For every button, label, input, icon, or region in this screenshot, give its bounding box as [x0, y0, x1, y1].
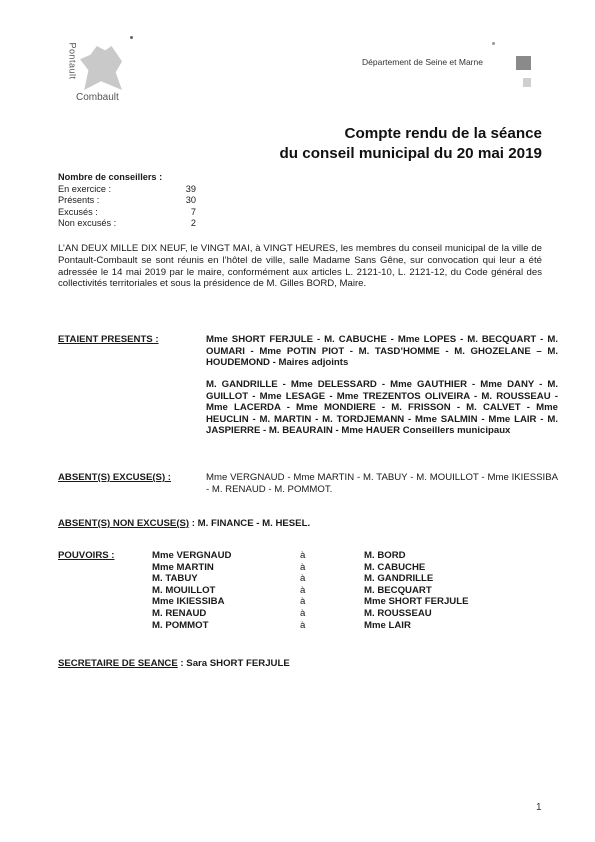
- document-title: [280, 124, 543, 164]
- pouvoir-row: [152, 620, 482, 632]
- pouvoir-row: [152, 573, 482, 585]
- logo-text: Combault: [76, 92, 119, 103]
- page-number: 1: [536, 802, 542, 813]
- pouvoir-to: M. BORD: [364, 550, 406, 561]
- department-square-small-icon: [523, 78, 531, 87]
- intro-paragraph: L’AN DEUX MILLE DIX NEUF, le VINGT MAI, à VINGT HEURES, les membres du conseil municipal de la ville de Pontault-Combault se sont réunis en l’hôtel de ville, salle Madame Sans Gêne, sur convocation qui leur a été adressée le 14 mai 2019 par le maire, conformément aux articles L. 2121-10, L. 2121-12, du Code général des collectivités territoriales et sous la présidence de M. Gilles BORD, Maire.: [58, 243, 542, 290]
- pouvoir-row: [152, 585, 482, 597]
- pouvoir-a: à: [300, 573, 306, 585]
- pouvoir-from: M. RENAUD: [152, 607, 207, 619]
- absents-list: Mme VERGNAUD - Mme MARTIN - M. TABUY - M. MOUILLOT - Mme IKIESSIBA - M. RENAUD - M. POMMOT.: [206, 472, 558, 495]
- pouvoir-to: M. GANDRILLE: [364, 573, 434, 585]
- decorative-dot: [492, 42, 495, 45]
- counts-heading: Nombre de conseillers :: [58, 172, 163, 182]
- pouvoirs-label: POUVOIRS :: [58, 550, 115, 561]
- pouvoir-to: M. ROUSSEAU: [364, 607, 432, 619]
- count-label: En exercice :: [58, 183, 112, 194]
- logo-vertical-text: Pontault: [67, 42, 78, 80]
- non-excuses-label: ABSENT(S) NON EXCUSE(S): [58, 518, 190, 529]
- pouvoir-a: à: [300, 596, 306, 608]
- count-value: 30: [185, 195, 196, 206]
- presents-label: ETAIENT PRESENTS :: [58, 334, 159, 345]
- secretaire-text: : Sara SHORT FERJULE: [177, 658, 290, 669]
- councillor-counts: [58, 172, 196, 230]
- absents-label: ABSENT(S) EXCUSE(S) :: [58, 472, 171, 483]
- count-row: [58, 207, 196, 219]
- pouvoir-to: M. BECQUART: [364, 584, 432, 596]
- non-excuses-text: : M. FINANCE - M. HESEL.: [189, 518, 311, 529]
- count-label: Non excusés :: [58, 218, 117, 229]
- pouvoir-to: M. CABUCHE: [364, 561, 426, 573]
- presents-adjoints: Mme SHORT FERJULE - M. CABUCHE - Mme LOPES - M. BECQUART - M. OUMARI - Mme POTIN PIOT - M. TASD’HOMME - M. GHOZELANE – M. HOUDEMOND - Maires adjoints: [206, 334, 558, 369]
- title-line-1: Compte rendu de la séance: [344, 125, 542, 142]
- presents-conseillers: M. GANDRILLE - Mme DELESSARD - Mme GAUTHIER - Mme DANY - M. GUILLOT - Mme LESAGE - Mme TREZENTOS OLIVEIRA - M. ROUSSEAU - Mme LACERDA - Mme MONDIERE - M. FRISSON - M. CALVET - Mme HEUCLIN - M. MARTIN - M. TORDJEMANN - Mme SALMIN - Mme LAIR - M. JASPIERRE - M. BEAURAIN - Mme HAUER Conseillers municipaux: [206, 379, 558, 437]
- secretaire-line: [58, 658, 290, 669]
- count-value: 7: [190, 206, 196, 217]
- pouvoir-a: à: [300, 561, 306, 573]
- pouvoir-to: Mme LAIR: [364, 619, 411, 631]
- pouvoir-from: M. MOUILLOT: [152, 584, 216, 596]
- logo-emblem-icon: [80, 46, 122, 90]
- department-square-icon: [516, 56, 531, 70]
- count-value: 39: [185, 183, 196, 194]
- decorative-dot: [130, 36, 133, 39]
- pouvoir-a: à: [300, 550, 306, 561]
- city-logo: [62, 40, 132, 108]
- count-value: 2: [190, 218, 196, 229]
- count-row: [58, 184, 196, 196]
- pouvoir-from: M. TABUY: [152, 573, 198, 585]
- count-label: Excusés :: [58, 206, 98, 217]
- pouvoir-a: à: [300, 584, 306, 596]
- department-header: Département de Seine et Marne: [362, 57, 483, 67]
- pouvoir-a: à: [300, 607, 306, 619]
- pouvoir-row: [152, 562, 482, 574]
- pouvoir-to: Mme SHORT FERJULE: [364, 596, 469, 608]
- pouvoirs-table: [152, 550, 482, 631]
- pouvoir-row: [152, 596, 482, 608]
- pouvoir-from: Mme IKIESSIBA: [152, 596, 225, 608]
- count-row: [58, 218, 196, 230]
- pouvoir-from: Mme VERGNAUD: [152, 550, 232, 561]
- pouvoir-from: M. POMMOT: [152, 619, 209, 631]
- pouvoir-from: Mme MARTIN: [152, 561, 214, 573]
- secretaire-label: SECRETAIRE DE SEANCE: [58, 658, 178, 669]
- pouvoir-a: à: [300, 619, 306, 631]
- pouvoir-row: [152, 608, 482, 620]
- count-row: [58, 195, 196, 207]
- count-label: Présents :: [58, 195, 100, 206]
- title-line-2: du conseil municipal du 20 mai 2019: [279, 145, 542, 162]
- pouvoir-row: [152, 550, 482, 562]
- non-excuses-line: [58, 518, 310, 529]
